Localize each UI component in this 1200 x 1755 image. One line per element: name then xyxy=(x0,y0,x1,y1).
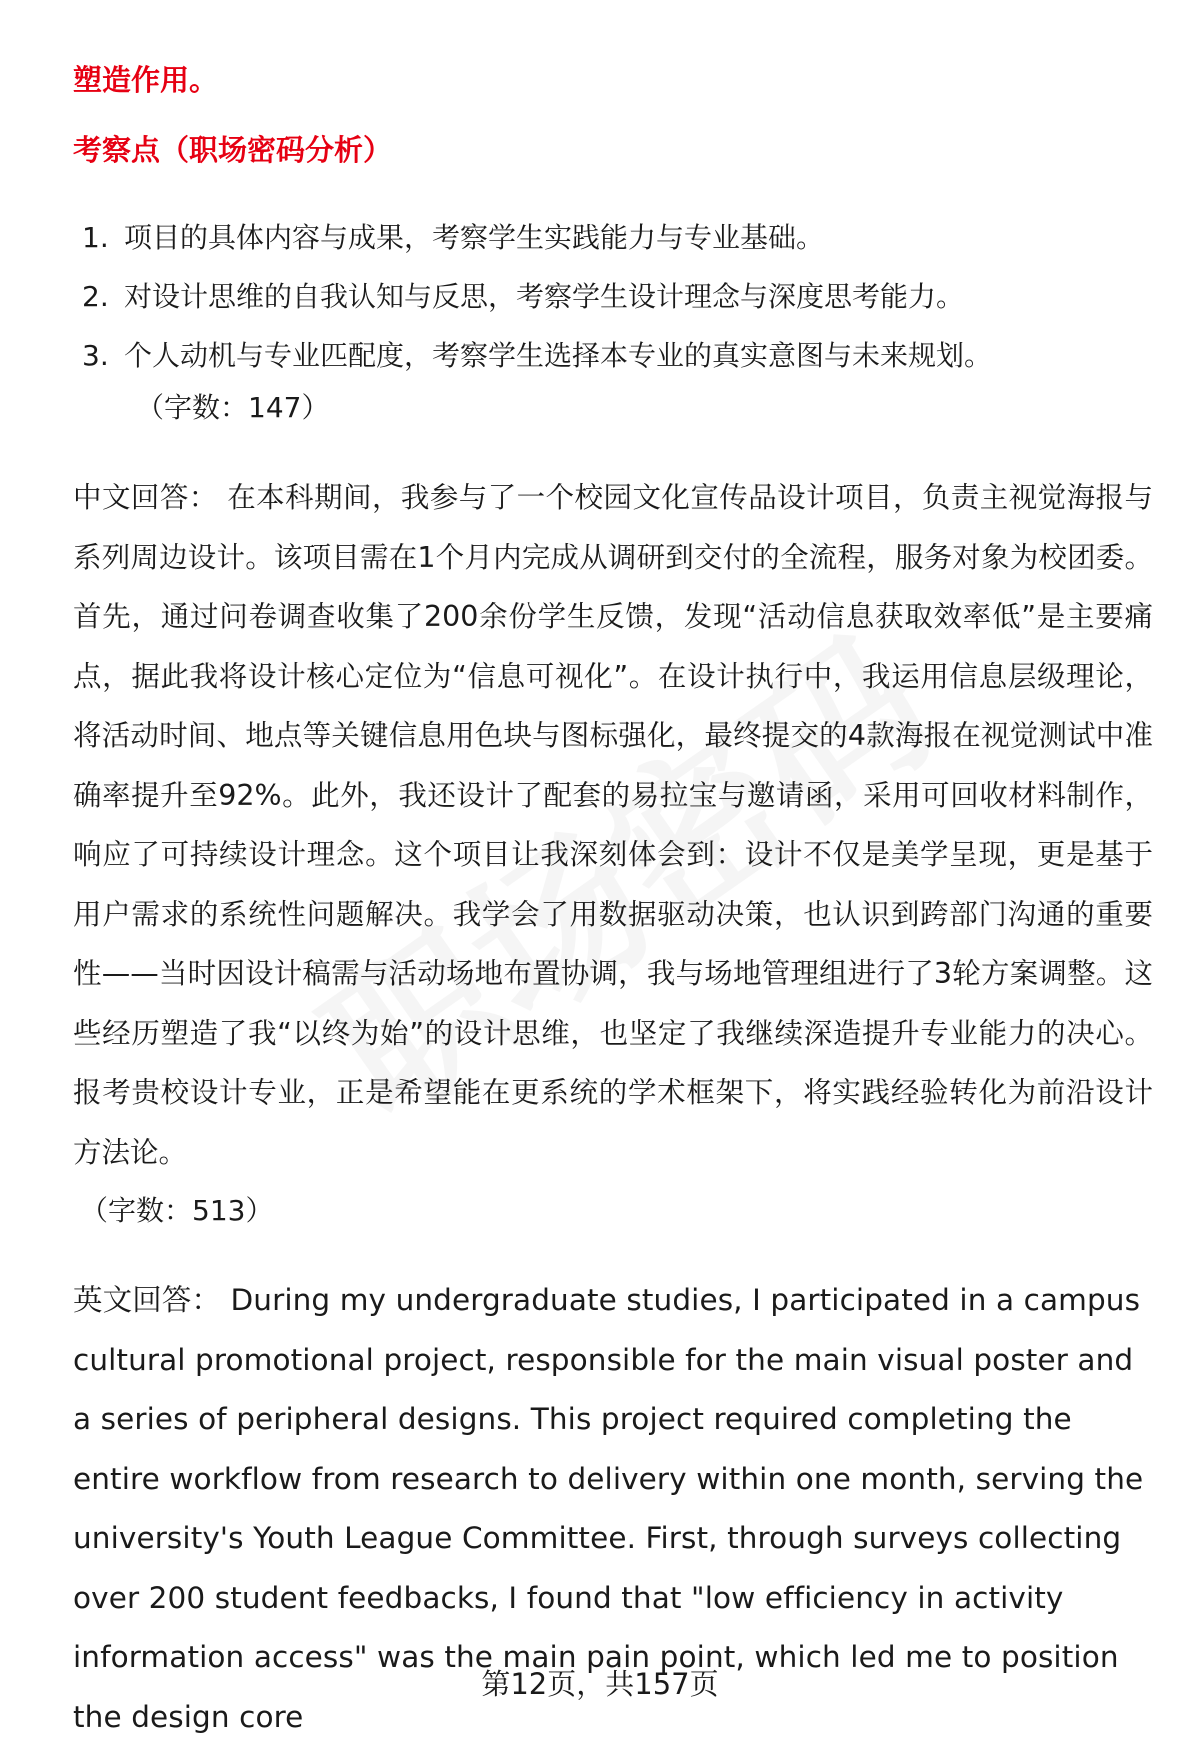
word-count-chinese-answer: （字数：513） xyxy=(80,1194,274,1227)
list-item xyxy=(82,208,992,267)
list-item-number: 3. xyxy=(82,339,109,372)
list-item-text: 对设计思维的自我认知与反思，考察学生设计理念与深度思考能力。 xyxy=(124,280,965,313)
english-answer-paragraph: 英文回答： During my undergraduate studies, I participated in a campus cultural promotional project, responsible for the main visual poster and a series of peripheral designs. This project required completing the entire workflow from research to delivery within one month, serving the university's Youth League Committee. First, through surveys collecting over 200 student feedbacks, I found that "low efficiency in activity information access" was the main pain point, which led me to position the design core xyxy=(73,1283,1144,1734)
list-item xyxy=(82,267,992,326)
section-heading-continuation: 塑造作用。 xyxy=(73,63,219,97)
list-item-number: 2. xyxy=(82,280,109,313)
list-item-text: 个人动机与专业匹配度，考察学生选择本专业的真实意图与未来规划。 xyxy=(124,339,993,372)
chinese-answer-paragraph: 中文回答： 在本科期间，我参与了一个校园文化宣传品设计项目，负责主视觉海报与系列周边设计。该项目需在1个月内完成从调研到交付的全流程，服务对象为校团委。首先，通过问卷调查收集了200余份学生反馈，发现“活动信息获取效率低”是主要痛点，据此我将设计核心定位为“信息可视化”。在设计执行中，我运用信息层级理论，将活动时间、地点等关键信息用色块与图标强化，最终提交的4款海报在视觉测试中准确率提升至92%。此外，我还设计了配套的易拉宝与邀请函，采用可回收材料制作，响应了可持续设计理念。这个项目让我深刻体会到：设计不仅是美学呈现，更是基于用户需求的系统性问题解决。我学会了用数据驱动决策，也认识到跨部门沟通的重要性——当时因设计稿需与活动场地布置协调，我与场地管理组进行了3轮方案调整。这些经历塑造了我“以终为始”的设计思维，也坚定了我继续深造提升专业能力的决心。报考贵校设计专业，正是希望能在更系统的学术框架下，将实践经验转化为前沿设计方法论。 xyxy=(73,481,1153,1169)
page-number-footer: 第12页，共157页 xyxy=(481,1667,719,1701)
assessment-points-list xyxy=(82,208,992,385)
section-heading-assessment-points: 考察点（职场密码分析） xyxy=(73,133,393,167)
word-count-points: （字数：147） xyxy=(136,391,330,424)
list-item xyxy=(82,326,992,385)
list-item-text: 项目的具体内容与成果，考察学生实践能力与专业基础。 xyxy=(124,221,825,254)
list-item-number: 1. xyxy=(82,221,109,254)
